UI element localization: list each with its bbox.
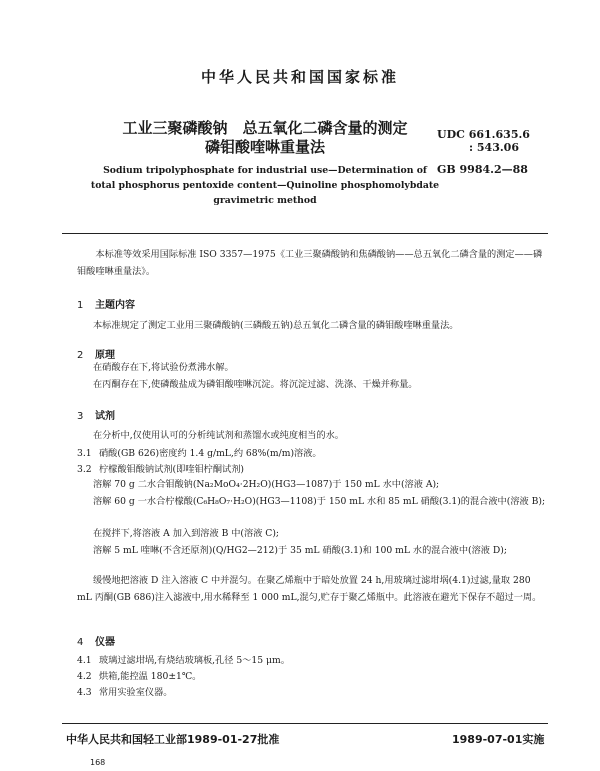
solution-e: 缓慢地把溶液 D 注入溶液 C 中并混匀。在聚乙烯瓶中于暗处放置 24 h,用玻璃过滤坩埚(4.1)过滤,量取 280 mL 丙酮(GB 686)注入滤液中,用水稀释至 1 000 mL,混匀,贮存于聚乙烯瓶中。此溶液在避光下保存不超过一周。 xyxy=(77,575,542,603)
item-4-2 xyxy=(77,669,547,685)
item-4-3 xyxy=(77,685,547,701)
solution-b: 溶解 60 g 一水合柠檬酸(C₆H₈O₇·H₂O)(HG3—1108)于 150 mL 水和 85 mL 硝酸(3.1)的混合液中(溶液 B); xyxy=(93,496,546,507)
section-2-line2: 在丙酮存在下,使磷酸盐成为磷钼酸喹啉沉淀。将沉淀过滤、洗涤、干燥并称量。 xyxy=(93,378,418,390)
intro-paragraph: 本标准等效采用国际标准 ISO 3357—1975《工业三聚磷酸钠和焦磷酸钠——总五氧化二磷含量的测定——磷钼酸喹啉重量法》。 xyxy=(77,249,543,277)
udc-line1: UDC 661.635.6 xyxy=(437,128,530,141)
item-4-3-number: 4.3 xyxy=(77,687,92,698)
bottom-rule xyxy=(62,723,548,724)
section-4-number: 4 xyxy=(77,637,84,648)
title-en xyxy=(90,163,440,208)
page-number: 168 xyxy=(90,758,106,767)
section-2-number: 2 xyxy=(77,350,84,361)
item-3-2-text: 柠檬酸钼酸钠试剂(即喹钼柠酮试剂) xyxy=(99,464,244,475)
section-4-title: 仪器 xyxy=(95,637,115,648)
item-4-2-number: 4.2 xyxy=(77,671,92,682)
title-zh-line1: 工业三聚磷酸钠 总五氧化二磷含量的测定 xyxy=(122,119,408,137)
gb-code: GB 9984.2—88 xyxy=(437,163,528,176)
approval-line: 中华人民共和国轻工业部1989-01-27批准 xyxy=(66,733,280,746)
section-1-heading xyxy=(77,296,135,311)
section-1-number: 1 xyxy=(77,300,84,311)
title-en-line3: gravimetric method xyxy=(213,195,317,206)
item-3-2 xyxy=(77,462,547,478)
section-2-title: 原理 xyxy=(95,350,115,361)
udc-code xyxy=(437,128,530,154)
item-4-1-text: 玻璃过滤坩埚,有烧结玻璃板,孔径 5～15 μm。 xyxy=(99,655,290,666)
section-3-number: 3 xyxy=(77,411,84,422)
standard-title: 中华人民共和国国家标准 xyxy=(200,68,399,86)
solution-d: 溶解 5 mL 喹啉(不含还原剂)(Q/HG2—212)于 35 mL 硝酸(3.1)和 100 mL 水的混合液中(溶液 D); xyxy=(93,545,507,556)
section-3-title: 试剂 xyxy=(95,411,115,422)
title-zh-line2: 磷钼酸喹啉重量法 xyxy=(204,138,325,156)
section-1-text: 本标准规定了测定工业用三聚磷酸钠(三磷酸五钠)总五氧化二磷含量的磷钼酸喹啉重量法。 xyxy=(93,320,459,331)
section-2-text xyxy=(93,360,548,393)
effective-date: 1989-07-01实施 xyxy=(452,733,545,746)
item-4-1-number: 4.1 xyxy=(77,655,92,666)
section-3-intro: 在分析中,仅使用认可的分析纯试剂和蒸馏水或纯度相当的水。 xyxy=(93,430,344,441)
item-4-2-text: 烘箱,能控温 180±1℃。 xyxy=(99,671,202,682)
section-4-heading xyxy=(77,633,115,648)
item-3-1-number: 3.1 xyxy=(77,448,92,459)
solution-c: 在搅拌下,将溶液 A 加入到溶液 B 中(溶液 C); xyxy=(93,528,280,539)
item-4-3-text: 常用实验室仪器。 xyxy=(99,687,173,698)
section-2-heading xyxy=(77,346,115,361)
section-2-line1: 在硝酸存在下,将试验份煮沸水解。 xyxy=(93,362,234,373)
item-3-2-number: 3.2 xyxy=(77,464,92,475)
section-1-title: 主题内容 xyxy=(95,300,135,311)
top-rule xyxy=(62,233,548,234)
item-4-1 xyxy=(77,653,547,669)
title-en-line2: total phosphorus pentoxide content—Quinoline phosphomolybdate xyxy=(90,180,440,191)
udc-line2: : 543.06 xyxy=(469,141,519,154)
section-3-heading xyxy=(77,407,115,422)
item-3-1 xyxy=(77,446,547,462)
item-3-1-text: 硝酸(GB 626)密度约 1.4 g/mL,约 68%(m/m)溶液。 xyxy=(99,448,322,459)
title-en-line1: Sodium tripolyphosphate for industrial use—Determination of xyxy=(103,165,427,176)
solution-a: 溶解 70 g 二水合钼酸钠(Na₂MoO₄·2H₂O)(HG3—1087)于 150 mL 水中(溶液 A); xyxy=(93,479,440,490)
